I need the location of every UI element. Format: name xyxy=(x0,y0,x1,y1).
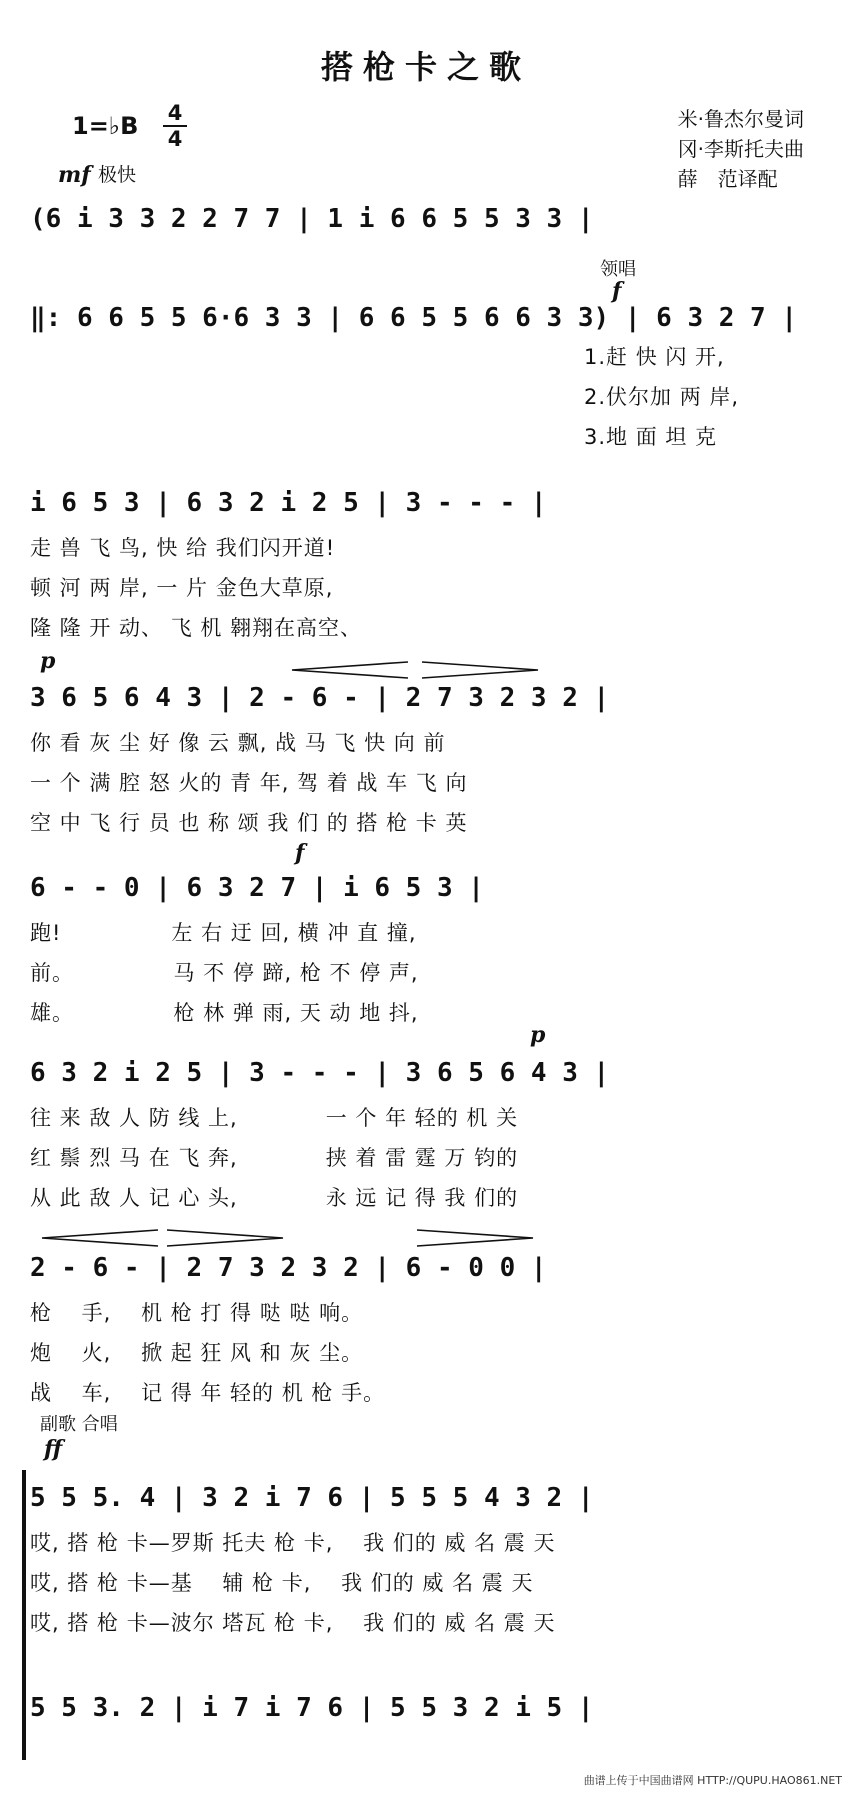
system-3-lyric-2: 顿 河 两 岸, 一 片 金色大草原, xyxy=(30,576,334,600)
system-4-lyric-3: 空 中 飞 行 员 也 称 颂 我 们 的 搭 枪 卡 英 xyxy=(30,811,468,835)
system-2 xyxy=(30,300,820,465)
dynamic-f-refrain: f xyxy=(295,840,305,866)
tempo-marking: 极快 xyxy=(98,164,137,186)
system-2-lyric-1: 1.赶 快 闪 开, xyxy=(584,345,725,369)
song-title: 搭枪卡之歌 xyxy=(320,48,531,86)
system-8-lyric-2: 哎, 搭 枪 卡—基 辅 枪 卡, 我 们的 威 名 震 天 xyxy=(30,1571,534,1595)
system-5 xyxy=(30,870,820,1030)
crescendo-hairpin-2 xyxy=(40,1228,160,1248)
system-7-lyric-3: 战 车, 记 得 年 轻的 机 枪 手。 xyxy=(30,1381,386,1405)
decrescendo-hairpin-3 xyxy=(415,1228,535,1248)
system-6-lyric-3: 从 此 敌 人 记 心 头, 永 远 记 得 我 们的 xyxy=(30,1186,519,1210)
system-7-notes: 2 - 6 - | 2 7 3 2 3 2 | 6 - 0 0 | xyxy=(30,1253,547,1283)
system-5-lyric-2: 前。 马 不 停 蹄, 枪 不 停 声, xyxy=(30,961,419,985)
chorus-bracket xyxy=(22,1470,26,1760)
meter-top: 4 xyxy=(167,101,183,125)
system-3 xyxy=(30,485,820,640)
dynamic-p-verse: p xyxy=(40,648,56,674)
system-1-notes: (6 i 3 3 2 2 7 7 | 1 i 6 6 5 5 3 3 | xyxy=(30,204,594,234)
system-5-notes: 6 - - 0 | 6 3 2 7 | i 6 5 3 | xyxy=(30,873,484,903)
composer-credit: 冈·李斯托夫曲 xyxy=(677,137,804,161)
lead-singer-label: 领唱 xyxy=(600,259,636,280)
system-8-lyric-1: 哎, 搭 枪 卡—罗斯 托夫 枪 卡, 我 们的 威 名 震 天 xyxy=(30,1531,556,1555)
system-8-notes: 5 5 5. 4 | 3 2 i 7 6 | 5 5 5 4 3 2 | xyxy=(30,1483,594,1513)
decrescendo-hairpin xyxy=(420,660,540,680)
system-1 xyxy=(30,195,820,245)
chorus-label: 副歌 合唱 xyxy=(40,1414,118,1435)
system-4-notes: 3 6 5 6 4 3 | 2 - 6 - | 2 7 3 2 3 2 | xyxy=(30,683,610,713)
system-9-notes: 5 5 3. 2 | i 7 i 7 6 | 5 5 3 2 i 5 | xyxy=(30,1693,594,1723)
lyricist-credit: 米·鲁杰尔曼词 xyxy=(677,107,804,131)
crescendo-hairpin xyxy=(290,660,410,680)
system-3-lyric-1: 走 兽 飞 鸟, 快 给 我们闪开道! xyxy=(30,536,336,560)
system-5-lyric-1: 跑! 左 右 迂 回, 横 冲 直 撞, xyxy=(30,921,417,945)
system-7 xyxy=(30,1250,820,1410)
time-signature xyxy=(163,102,187,150)
watermark-footer: 曲谱上传于中国曲谱网 HTTP://QUPU.HAO861.NET xyxy=(583,1774,842,1787)
system-6-lyric-2: 红 鬃 烈 马 在 飞 奔, 挟 着 雷 霆 万 钧的 xyxy=(30,1146,519,1170)
dynamic-f-lead: f xyxy=(612,278,622,304)
system-3-notes: i 6 5 3 | 6 3 2 i 2 5 | 3 - - - | xyxy=(30,488,547,518)
system-4-lyric-2: 一 个 满 腔 怒 火的 青 年, 驾 着 战 车 飞 向 xyxy=(30,771,468,795)
system-4 xyxy=(30,680,820,840)
system-3-lyric-3: 隆 隆 开 动、 飞 机 翱翔在高空、 xyxy=(30,616,363,640)
system-2-lyric-3: 3.地 面 坦 克 xyxy=(584,425,718,449)
dynamic-p-refrain: p xyxy=(530,1022,546,1048)
key-signature: 1=♭B xyxy=(72,112,139,140)
decrescendo-hairpin-2 xyxy=(165,1228,285,1248)
system-2-lyric-2: 2.伏尔加 两 岸, xyxy=(584,385,740,409)
system-9 xyxy=(30,1680,820,1740)
system-2-notes: ‖: 6 6 5 5 6·6 3 3 | 6 6 5 5 6 6 3 3) | 6 3 2 7 | xyxy=(30,303,798,333)
meter-bottom: 4 xyxy=(167,127,183,151)
system-7-lyric-1: 枪 手, 机 枪 打 得 哒 哒 响。 xyxy=(30,1301,364,1325)
system-6-notes: 6 3 2 i 2 5 | 3 - - - | 3 6 5 6 4 3 | xyxy=(30,1058,610,1088)
system-6-lyric-1: 往 来 敌 人 防 线 上, 一 个 年 轻的 机 关 xyxy=(30,1106,519,1130)
system-7-lyric-2: 炮 火, 掀 起 狂 风 和 灰 尘。 xyxy=(30,1341,364,1365)
dynamic-mf: mf xyxy=(58,162,91,188)
translator-credit: 薛 范译配 xyxy=(677,167,778,191)
credits xyxy=(678,104,804,194)
dynamic-ff: ff xyxy=(44,1436,63,1462)
system-5-lyric-3: 雄。 枪 林 弹 雨, 天 动 地 抖, xyxy=(30,1001,419,1025)
system-8 xyxy=(30,1470,820,1650)
system-4-lyric-1: 你 看 灰 尘 好 像 云 飘, 战 马 飞 快 向 前 xyxy=(30,731,446,755)
system-6 xyxy=(30,1055,820,1215)
system-8-lyric-3: 哎, 搭 枪 卡—波尔 塔瓦 枪 卡, 我 们的 威 名 震 天 xyxy=(30,1611,556,1635)
